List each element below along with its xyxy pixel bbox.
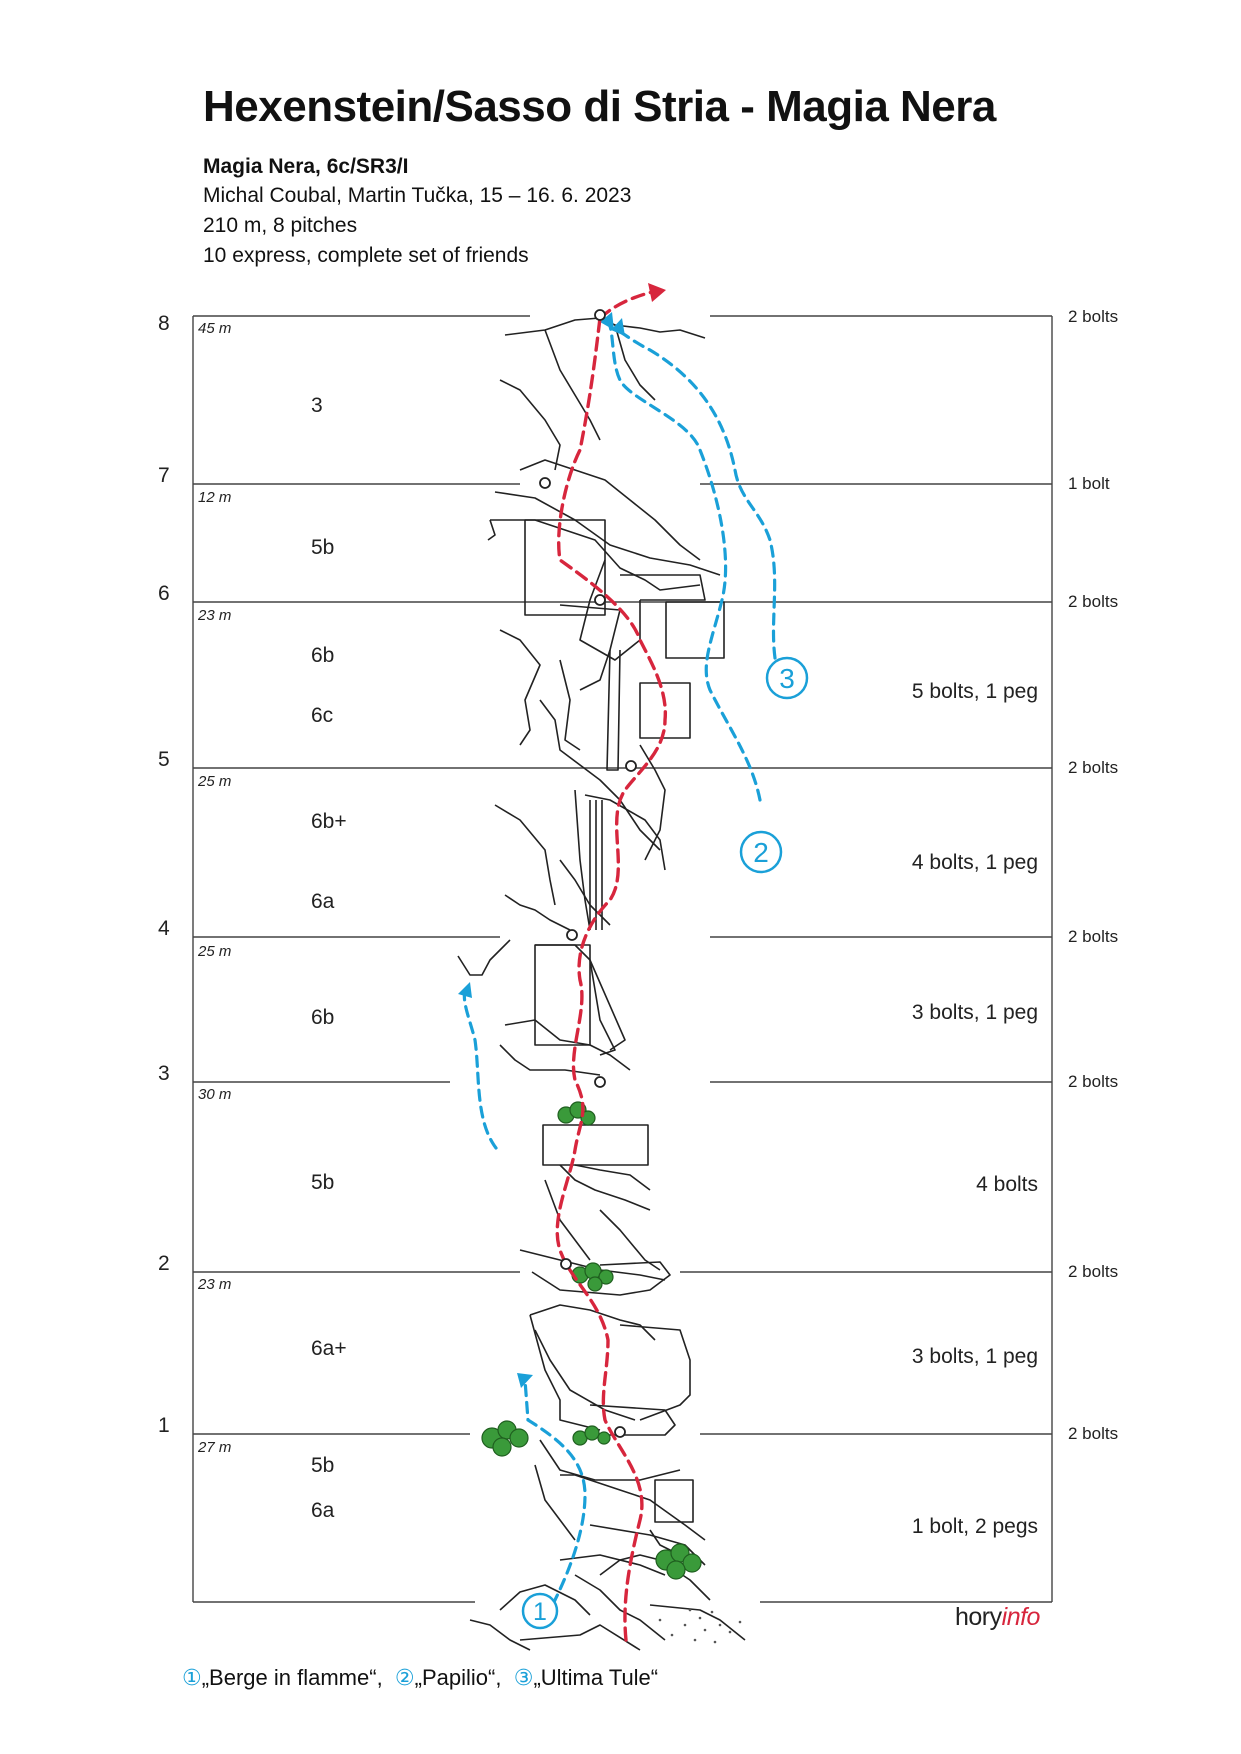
anchor-label: 2 bolts xyxy=(1068,307,1119,326)
pitch-grades xyxy=(311,394,347,1522)
anchor-label: 2 bolts xyxy=(1068,1262,1119,1281)
route-name-grade: Magia Nera, 6c/SR3/I xyxy=(203,155,409,178)
legend-number-1: ① xyxy=(182,1665,202,1690)
protection-label: 3 bolts, 1 peg xyxy=(911,1345,1038,1368)
pitch-distance: 23 m xyxy=(198,607,232,624)
pitch-distance: 27 m xyxy=(198,1439,232,1456)
anchor-label: 2 bolts xyxy=(1068,1424,1119,1443)
legend-number-2: ② xyxy=(394,1665,415,1690)
logo-text-a: hory xyxy=(955,1603,1002,1631)
pitch-distance: 23 m xyxy=(198,1276,232,1293)
pitch-grade: 6a xyxy=(311,890,335,913)
anchor-label: 2 bolts xyxy=(1068,758,1119,777)
route-length: 210 m, 8 pitches xyxy=(203,214,358,237)
level-number: 6 xyxy=(158,582,170,605)
level-number: 7 xyxy=(158,464,170,487)
route-gear: 10 express, complete set of friends xyxy=(203,244,529,267)
protection-label: 3 bolts, 1 peg xyxy=(911,1001,1038,1024)
legend-route-2: „Papilio“, xyxy=(414,1665,502,1690)
pitch-grade: 6b+ xyxy=(311,810,347,833)
legend-route-1: „Berge in flamme“, xyxy=(201,1665,383,1690)
title-route: Magia Nera xyxy=(766,82,996,131)
level-number: 1 xyxy=(158,1414,170,1437)
level-number: 4 xyxy=(158,917,170,940)
pitch-distance: 12 m xyxy=(198,489,232,506)
level-number: 3 xyxy=(158,1062,170,1085)
pitch-grade: 6b xyxy=(311,1006,335,1029)
anchor-label: 2 bolts xyxy=(1068,592,1119,611)
pitch-distance: 25 m xyxy=(198,773,232,790)
scree-dots xyxy=(659,1609,742,1644)
legend-route-3: „Ultima Tule“ xyxy=(533,1665,659,1690)
pitch-grade: 5b xyxy=(311,1171,335,1194)
legend xyxy=(182,1665,658,1691)
logo-text-b: info xyxy=(1001,1603,1040,1631)
protection-label: 4 bolts xyxy=(976,1173,1038,1196)
pitch-grade: 3 xyxy=(311,394,323,417)
level-numbers xyxy=(158,312,170,1437)
pitch-grade: 6a xyxy=(311,1499,335,1522)
bushes xyxy=(482,1102,701,1579)
blue-arrowheads xyxy=(458,312,625,1388)
legend-number-3: ③ xyxy=(513,1665,534,1690)
pitch-distance: 25 m xyxy=(198,943,232,960)
red-arrowhead xyxy=(648,283,666,302)
pitch-frame xyxy=(193,316,1052,1602)
other-routes xyxy=(464,320,775,1604)
pitch-protection xyxy=(912,680,1038,1538)
route-authors: Michal Coubal, Martin Tučka, 15 – 16. 6. 2023 xyxy=(203,184,632,207)
protection-label: 5 bolts, 1 peg xyxy=(911,680,1038,703)
anchor-labels xyxy=(1068,307,1118,1443)
level-number: 8 xyxy=(158,312,170,335)
pitch-grade: 5b xyxy=(311,1454,335,1477)
pitch-grade: 6a+ xyxy=(311,1337,347,1360)
pitch-grade: 6c xyxy=(311,704,334,727)
route-marker-1 xyxy=(523,1594,557,1628)
anchor-label: 1 bolt xyxy=(1068,474,1110,493)
anchor-label: 2 bolts xyxy=(1068,1072,1119,1091)
pitch-grade: 6b xyxy=(311,644,335,667)
route-marker-label: 2 xyxy=(753,837,769,868)
route-marker-3 xyxy=(767,658,807,698)
pitch-distances xyxy=(197,320,231,1456)
pitch-distance: 30 m xyxy=(198,1086,232,1103)
anchor-label: 2 bolts xyxy=(1068,927,1119,946)
route-marker-label: 3 xyxy=(779,663,795,694)
pitch-distance: 45 m xyxy=(198,320,232,337)
level-number: 2 xyxy=(158,1252,170,1275)
route-marker-2 xyxy=(741,832,781,872)
protection-label: 4 bolts, 1 peg xyxy=(911,851,1038,874)
pitch-grade: 5b xyxy=(311,536,335,559)
horyinfo-logo xyxy=(955,1603,1040,1632)
route-marker-label: 1 xyxy=(533,1598,547,1626)
level-number: 5 xyxy=(158,748,170,771)
protection-label: 1 bolt, 2 pegs xyxy=(911,1515,1038,1538)
title-crag: Hexenstein/Sasso di Stria - xyxy=(203,82,767,131)
